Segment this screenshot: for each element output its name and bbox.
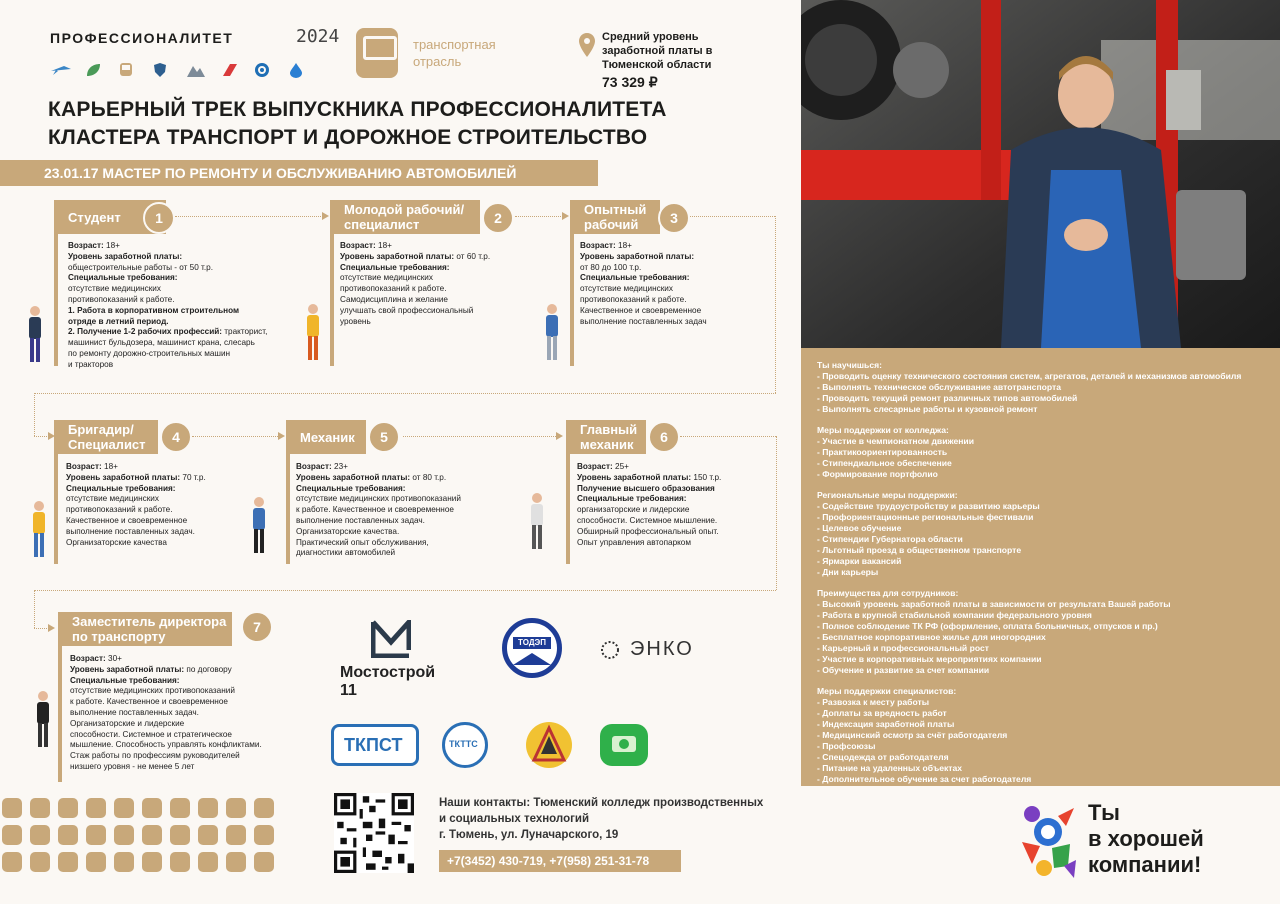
- mechanic-photo: [801, 0, 1280, 348]
- info-list-item: - Формирование портфолио: [817, 469, 938, 479]
- worker-figure-icon: [302, 303, 324, 363]
- step-detail-line: выполнение поставленных задач.: [296, 515, 425, 525]
- info-list-item: - Участие в корпоративных мероприятиях компании: [817, 654, 1042, 664]
- worker-figure-icon: [32, 690, 54, 750]
- step-detail-line: общестроительные работы - от 50 т.р.: [68, 262, 213, 272]
- industry-label: транспортная отрасль: [413, 37, 496, 69]
- step-detail-line: улучшать свой профессиональный: [340, 305, 474, 315]
- info-list-item: - Стипендиальное обеспечение: [817, 458, 952, 468]
- year-label: 2024: [296, 26, 340, 47]
- info-list-item: - Медицинский осмотр за счёт работодателя: [817, 730, 1008, 740]
- step-detail-line: Уровень заработной платы: от 80 т.р.: [296, 472, 447, 482]
- info-list-item: - Дополнительное обучение за счет работодателя: [817, 774, 1032, 784]
- step-details: [340, 241, 520, 327]
- location-pin-icon: [578, 32, 596, 58]
- step-number: 2: [482, 202, 514, 234]
- step-detail-line: уровень: [340, 316, 371, 326]
- step-detail-line: Специальные требования:: [296, 483, 406, 493]
- step-number: 4: [160, 421, 192, 453]
- arrow-right-icon: [562, 212, 569, 220]
- step-detail-line: Специальные требования:: [68, 273, 178, 283]
- info-section: [817, 490, 1264, 578]
- step-detail-line: низшего уровня - не менее 5 лет: [70, 761, 195, 771]
- step-detail-line: Уровень заработной платы:: [68, 251, 183, 261]
- connector-line: [34, 393, 35, 436]
- connector-line: [680, 436, 776, 437]
- tkpst-logo: ТКПСТ: [331, 724, 419, 766]
- info-list-item: - Содействие трудоустройству и развитию карьеры: [817, 501, 1040, 511]
- info-list-item: - Дни карьеры: [817, 567, 879, 577]
- step-accent-line: [54, 454, 58, 564]
- arrow-right-icon: [48, 624, 55, 632]
- step-detail-line: выполнение поставленных задач.: [66, 526, 195, 536]
- connector-line: [690, 216, 775, 217]
- info-list-item: - Профсоюзы: [817, 741, 876, 751]
- shield-icon: [152, 62, 172, 78]
- step-detail-line: от 80 до 100 т.р.: [580, 262, 642, 272]
- industry-icons-row: [50, 62, 308, 78]
- info-list-item: - Работа в крупной стабильной компании федерального уровня: [817, 610, 1092, 620]
- info-list-item: - Целевое обучение: [817, 523, 902, 533]
- step-detail-line: отсутствие медицинских: [68, 284, 161, 294]
- step-detail-line: Уровень заработной платы: 150 т.р.: [577, 472, 722, 482]
- contacts-block: Наши контакты: Тюменский колледж производственных и социальных технологий г. Тюмень, ул. Луначарского, 19: [439, 797, 764, 841]
- arrow-right-icon: [322, 212, 329, 220]
- bus-icon: [356, 28, 398, 78]
- info-section: [817, 425, 1264, 480]
- step-accent-line: [54, 234, 58, 366]
- step-accent-line: [58, 646, 62, 782]
- connector-line: [403, 436, 558, 437]
- step-details: [66, 462, 276, 548]
- company-emblem-icon: [1018, 802, 1080, 880]
- green-emblem-logo: [600, 724, 648, 766]
- step-number: 3: [658, 202, 690, 234]
- info-section-title: Меры поддержки специалистов:: [817, 686, 957, 696]
- connector-line: [515, 216, 565, 217]
- step-title: Студент: [54, 200, 166, 234]
- info-section: [817, 588, 1264, 676]
- worker-figure-icon: [24, 305, 46, 365]
- step-detail-line: к работе. Качественное и своевременное: [296, 505, 454, 515]
- step-detail-line: отсутствие медицинских: [340, 273, 433, 283]
- info-list-item: - Льготный проезд в общественном транспорте: [817, 545, 1022, 555]
- step-detail-line: Возраст: 18+: [68, 241, 120, 250]
- info-list-item: - Проводить оценку технического состояния систем, агрегатов, деталей и механизмов автомобиля: [817, 371, 1242, 381]
- step-detail-line: 1. Работа в корпоративном строительном: [68, 305, 240, 315]
- step-detail-line: Получение высшего образования: [577, 483, 715, 493]
- worker-figure-icon: [541, 303, 563, 363]
- step-details: [68, 241, 298, 371]
- step-detail-line: Возраст: 18+: [340, 241, 392, 250]
- step-accent-line: [286, 454, 290, 564]
- step-detail-line: противопоказаний к работе.: [340, 284, 447, 294]
- step-title: Молодой рабочий/ специалист: [330, 200, 480, 234]
- info-list-item: - Бесплатное корпоративное жилье для иногородних: [817, 632, 1046, 642]
- mountain-icon: [186, 62, 206, 78]
- step-detail-line: способности. Системное мышление.: [577, 515, 718, 525]
- target-icon: [254, 62, 274, 78]
- step-detail-line: Специальные требования:: [580, 273, 690, 283]
- step-detail-line: Возраст: 23+: [296, 462, 348, 471]
- step-detail-line: Стаж работы по профессиям руководителей: [70, 751, 240, 761]
- phone-numbers[interactable]: +7(3452) 430-719, +7(958) 251-31-78: [439, 850, 681, 872]
- connector-line: [775, 216, 776, 393]
- connector-line: [34, 393, 776, 394]
- worker-figure-icon: [28, 500, 50, 560]
- worker-figure-icon: [526, 492, 548, 552]
- info-list-item: - Индексация заработной платы: [817, 719, 955, 729]
- info-list-item: - Выполнять слесарные работы и кузовной ремонт: [817, 404, 1038, 414]
- step-accent-line: [570, 234, 574, 366]
- info-list-item: - Проводить текущий ремонт различных типов автомобилей: [817, 393, 1078, 403]
- step-detail-line: машинист бульдозера, машинист крана, слесарь: [68, 338, 255, 348]
- specialty-bar: 23.01.17 МАСТЕР ПО РЕМОНТУ И ОБСЛУЖИВАНИЮ АВТОМОБИЛЕЙ: [0, 160, 598, 186]
- info-section: [817, 686, 1264, 785]
- connector-line: [175, 216, 325, 217]
- info-list-item: - Участие в чемпионатном движении: [817, 436, 974, 446]
- step-detail-line: Самодисциплина и желание: [340, 294, 448, 304]
- step-detail-line: Организаторские качества.: [296, 526, 400, 536]
- step-detail-line: Уровень заработной платы: 70 т.р.: [66, 472, 206, 482]
- step-detail-line: Качественное и своевременное: [580, 305, 702, 315]
- todep-logo: ТОДЭП: [502, 618, 562, 678]
- info-list-item: - Развозка к месту работы: [817, 697, 930, 707]
- step-detail-line: Уровень заработной платы: от 60 т.р.: [340, 251, 491, 261]
- step-title: Главный механик: [566, 420, 646, 454]
- info-section-title: Ты научишься:: [817, 360, 882, 370]
- step-detail-line: мышление. Способность управлять конфликтами.: [70, 740, 262, 750]
- step-detail-line: отсутствие медицинских: [66, 494, 159, 504]
- step-details: [70, 654, 330, 773]
- step-number: 1: [143, 202, 175, 234]
- arrow-right-icon: [556, 432, 563, 440]
- step-detail-line: Качественное и своевременное: [66, 515, 188, 525]
- step-detail-line: Специальные требования:: [577, 494, 687, 504]
- step-detail-line: к работе. Качественное и своевременное: [70, 697, 228, 707]
- step-detail-line: отсутствие медицинских: [580, 284, 673, 294]
- step-detail-line: организаторские и лидерские: [577, 505, 690, 515]
- step-detail-line: отряде в летний период.: [68, 316, 169, 326]
- arrow-right-icon: [278, 432, 285, 440]
- tktts-logo: ТКТТС: [442, 722, 488, 768]
- step-detail-line: Уровень заработной платы: по договору: [70, 664, 232, 674]
- info-section: [817, 360, 1264, 415]
- step-detail-line: Уровень заработной платы:: [580, 251, 695, 261]
- info-list-item: - Спецодежда от работодателя: [817, 752, 949, 762]
- step-detail-line: отсутствие медицинских противопоказаний: [296, 494, 461, 504]
- step-number: 6: [648, 421, 680, 453]
- info-list-item: - Доплаты за вредность работ: [817, 708, 947, 718]
- step-detail-line: противопоказаний к работе.: [580, 294, 687, 304]
- flag-icon: [220, 62, 240, 78]
- enko-logo: ЭНКО: [600, 640, 735, 660]
- step-detail-line: отсутствие медицинских противопоказаний: [70, 686, 235, 696]
- info-list-item: - Профориентационные региональные фестивали: [817, 512, 1034, 522]
- info-section-title: Меры поддержки от колледжа:: [817, 425, 949, 435]
- step-detail-line: диагностики автомобилей: [296, 548, 396, 558]
- step-detail-line: Организаторские качества: [66, 537, 167, 547]
- connector-line: [34, 590, 35, 628]
- info-list-item: - Карьерный и профессиональный рост: [817, 643, 989, 653]
- mostostroy-logo: Мостострой 11: [340, 620, 450, 682]
- step-detail-line: противопоказаний к работе.: [66, 505, 173, 515]
- step-detail-line: по ремонту дорожно-строительных машин: [68, 348, 231, 358]
- worker-figure-icon: [248, 496, 270, 556]
- info-panel: [801, 348, 1280, 786]
- connector-line: [34, 590, 776, 591]
- step-detail-line: способности. Системное и стратегическое: [70, 729, 232, 739]
- step-accent-line: [566, 454, 570, 564]
- step-number: 5: [368, 421, 400, 453]
- step-detail-line: выполнение поставленных задач: [580, 316, 707, 326]
- step-detail-line: Возраст: 25+: [577, 462, 629, 471]
- connector-line: [34, 628, 49, 629]
- step-number: 7: [241, 611, 273, 643]
- plane-icon: [50, 62, 70, 78]
- step-detail-line: Организаторские и лидерские: [70, 718, 185, 728]
- step-detail-line: Специальные требования:: [340, 262, 450, 272]
- drop-icon: [288, 62, 308, 78]
- step-title: Бригадир/ Специалист: [54, 420, 158, 454]
- info-list-item: - Выполнять техническое обслуживание автотранспорта: [817, 382, 1062, 392]
- salary-label: Средний уровень заработной платы в Тюменской области: [602, 31, 713, 71]
- info-list-item: - Обучение и развитие за счет компании: [817, 665, 990, 675]
- bus-small-icon: [118, 62, 138, 78]
- info-section-title: Региональные меры поддержки:: [817, 490, 958, 500]
- info-list-item: - Стипендии Губернатора области: [817, 534, 963, 544]
- info-section-title: Преимущества для сотрудников:: [817, 588, 959, 598]
- page-title: КАРЬЕРНЫЙ ТРЕК ВЫПУСКНИКА ПРОФЕССИОНАЛИТЕТА КЛАСТЕРА ТРАНСПОРТ И ДОРОЖНОЕ СТРОИТЕЛЬСТВО: [48, 98, 667, 149]
- step-detail-line: 2. Получение 1-2 рабочих профессий: тракторист,: [68, 327, 268, 337]
- leaf-icon: [84, 62, 104, 78]
- info-list-item: - Питание на удаленных объектах: [817, 763, 963, 773]
- connector-line: [192, 436, 280, 437]
- step-details: [577, 462, 777, 548]
- salary-value: 73 329 ₽: [602, 74, 658, 90]
- step-detail-line: Обширный профессиональный опыт.: [577, 526, 719, 536]
- slogan: Ты в хорошей компании!: [1088, 800, 1204, 877]
- step-detail-line: Возраст: 18+: [66, 462, 118, 471]
- info-list-item: - Высокий уровень заработной платы в зависимости от результата Вашей работы: [817, 599, 1171, 609]
- college-emblem-logo: [526, 722, 572, 768]
- info-list-item: - Практикоориентированность: [817, 447, 948, 457]
- step-detail-line: и тракторов: [68, 359, 114, 369]
- info-list-item: - Ярмарки вакансий: [817, 556, 902, 566]
- step-title: Механик: [286, 420, 366, 454]
- info-list-item: - Полное соблюдение ТК РФ (оформление, оплата больничных, отпусков и пр.): [817, 621, 1158, 631]
- step-details: [296, 462, 516, 559]
- brand-name: ПРОФЕССИОНАЛИТЕТ: [50, 30, 234, 46]
- step-detail-line: Специальные требования:: [66, 483, 176, 493]
- step-detail-line: Возраст: 18+: [580, 241, 632, 250]
- connector-line: [34, 436, 49, 437]
- step-title: Опытный рабочий: [570, 200, 660, 234]
- step-details: [580, 241, 760, 327]
- bus-pattern: [0, 796, 275, 876]
- step-detail-line: противопоказаний к работе.: [68, 294, 175, 304]
- step-detail-line: Возраст: 30+: [70, 654, 122, 663]
- step-detail-line: Опыт управления автопарком: [577, 537, 691, 547]
- step-accent-line: [330, 234, 334, 366]
- step-detail-line: выполнение поставленных задач.: [70, 707, 199, 717]
- step-detail-line: Специальные требования:: [70, 675, 180, 685]
- step-detail-line: Практический опыт обслуживания,: [296, 537, 429, 547]
- step-title: Заместитель директора по транспорту: [58, 612, 232, 646]
- qr-code[interactable]: [334, 793, 414, 873]
